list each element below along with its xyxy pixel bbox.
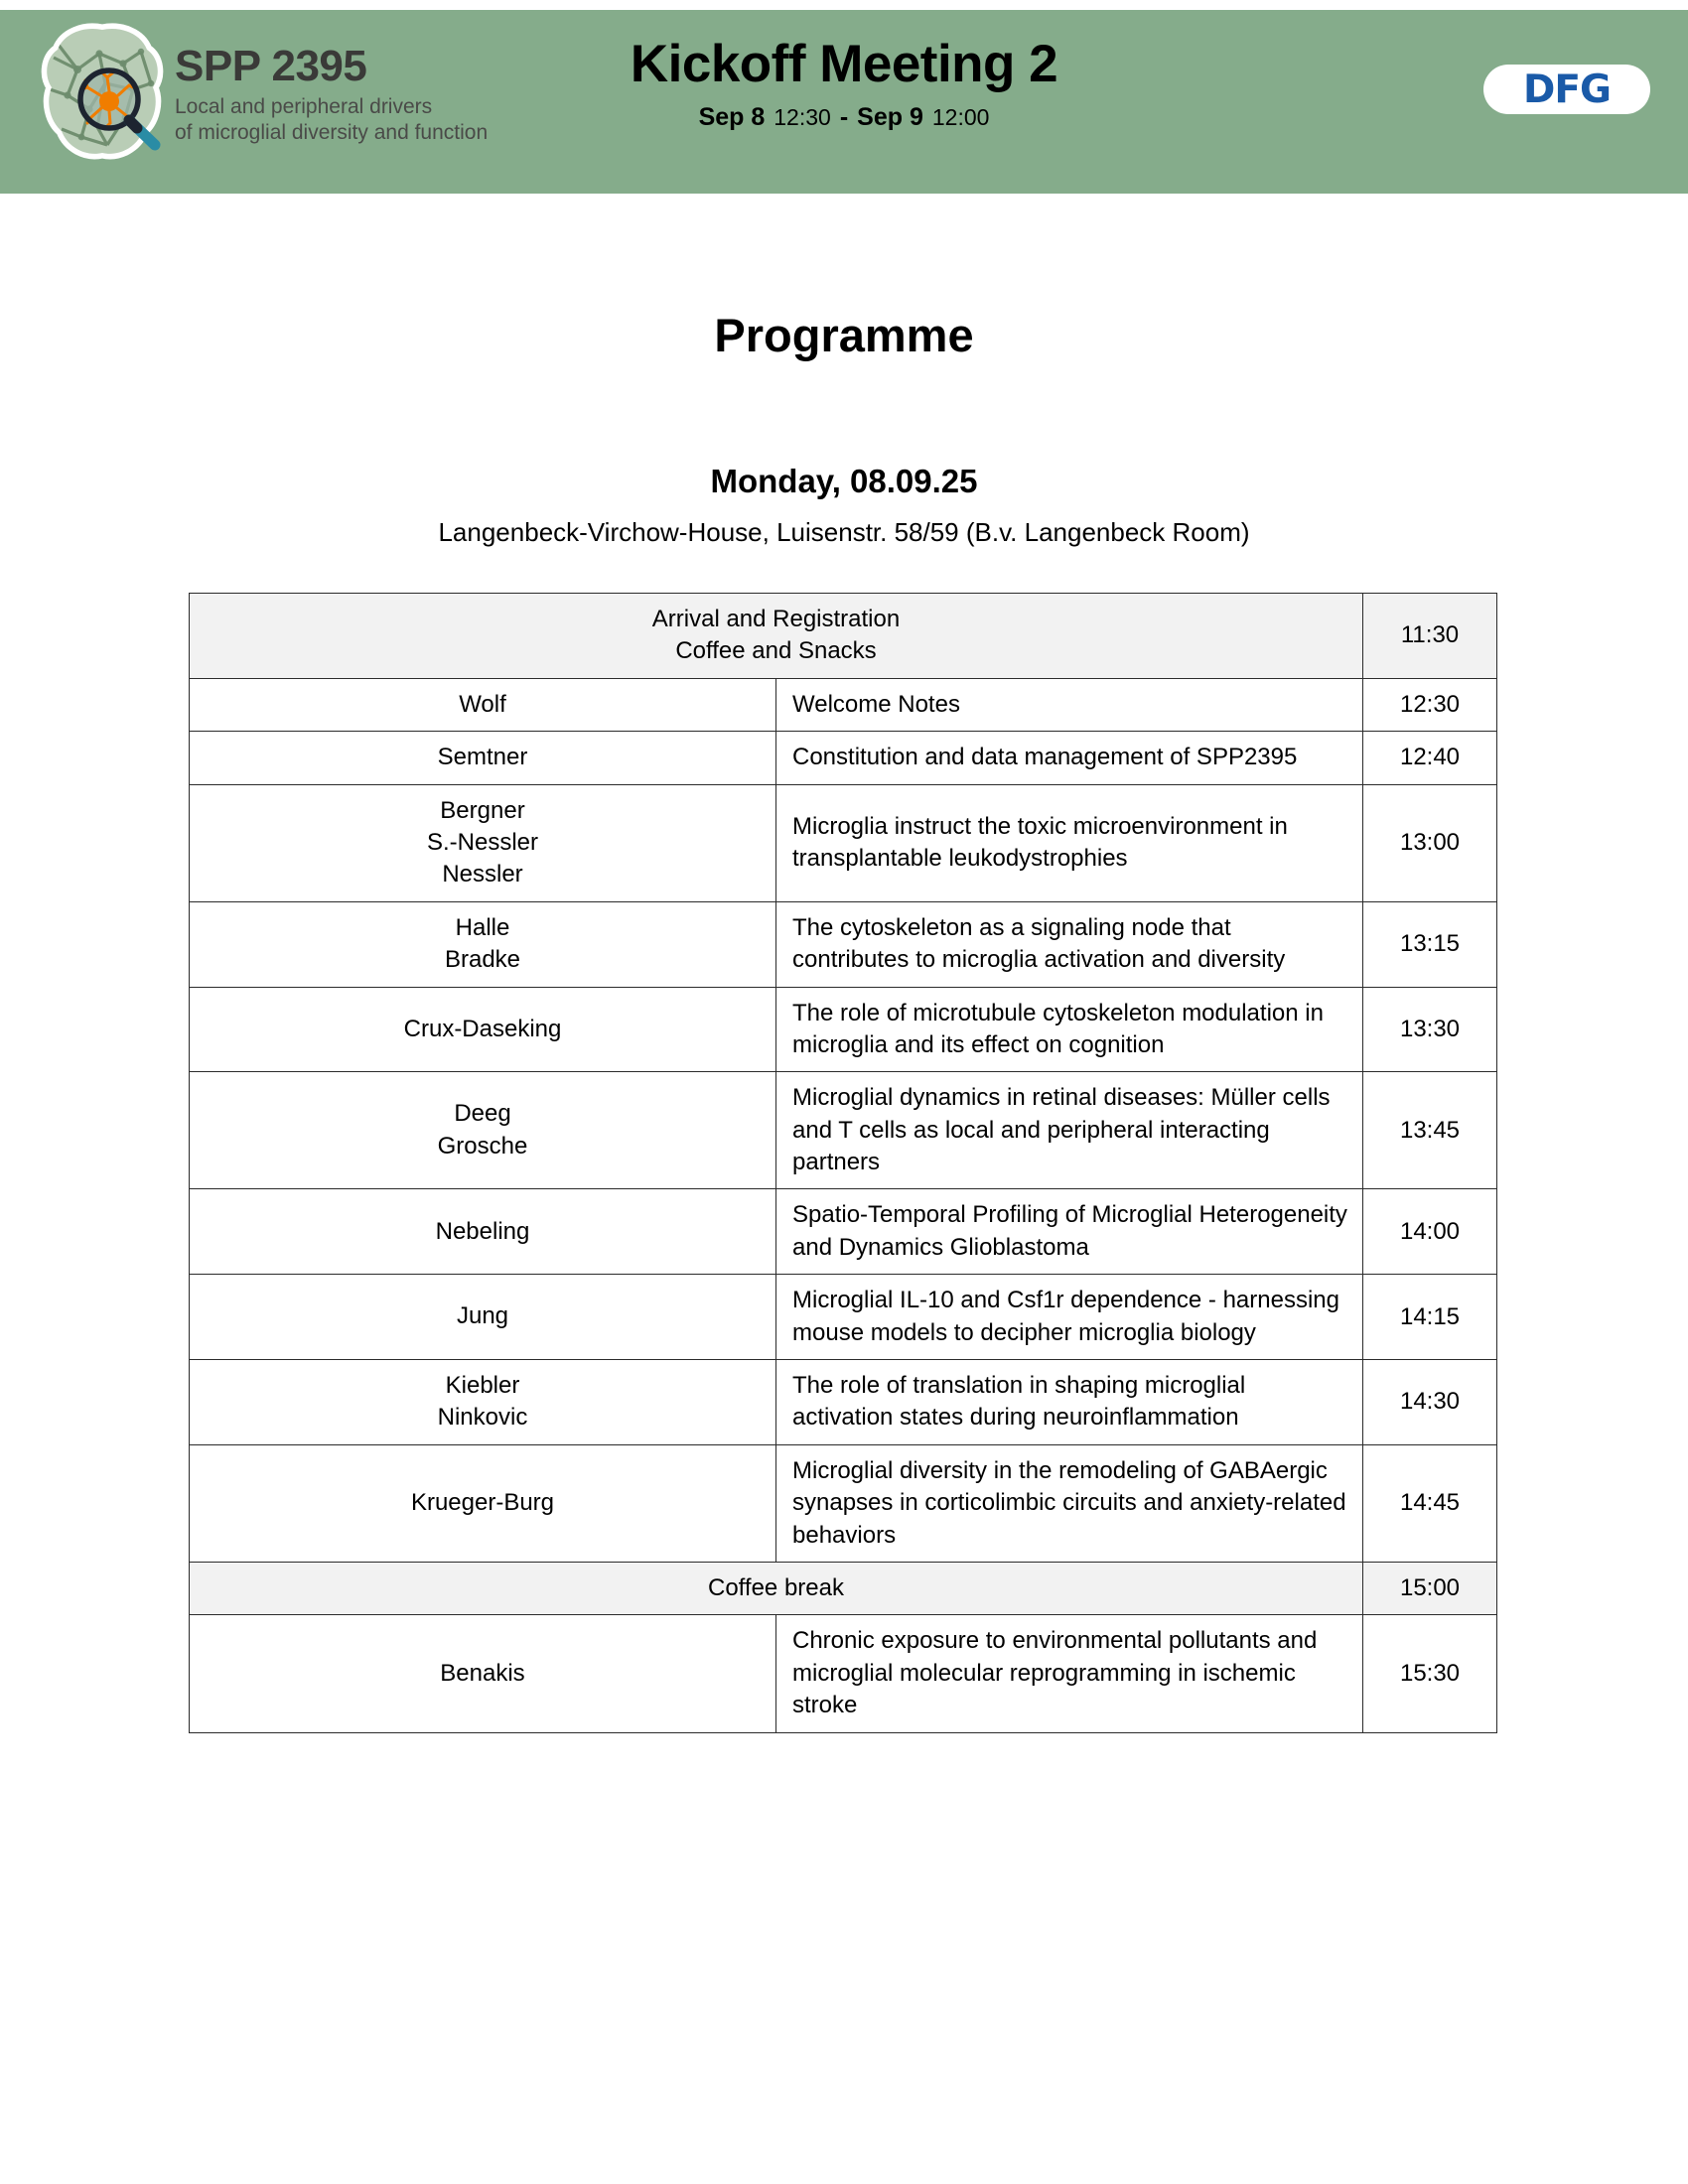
dfg-logo-text: DFG <box>1522 67 1612 112</box>
speaker-name: Nebeling <box>435 1217 530 1245</box>
table-row <box>190 784 1497 901</box>
speaker-name: Grosche <box>437 1132 528 1160</box>
table-row <box>190 1444 1497 1562</box>
table-row <box>190 732 1497 784</box>
time-cell: 15:00 <box>1363 1562 1497 1614</box>
speaker-name: Halle <box>455 913 510 941</box>
table-row <box>190 1615 1497 1732</box>
topic-cell: Microglial diversity in the remodeling of GABAergic synapses in corticolimbic circuits and anxiety-related behaviors <box>776 1444 1363 1562</box>
time-cell: 13:30 <box>1363 987 1497 1072</box>
speaker-name: Bergner <box>440 796 525 824</box>
header-banner <box>0 10 1688 194</box>
time-cell: 15:30 <box>1363 1615 1497 1732</box>
spp-logo-title: SPP 2395 <box>175 42 367 91</box>
topic-cell: Microglial dynamics in retinal diseases: Müller cells and T cells as local and peripheral interacting partners <box>776 1072 1363 1189</box>
speaker-name: Jung <box>456 1302 509 1330</box>
break-label <box>190 594 1363 679</box>
day-title: Monday, 08.09.25 <box>710 463 978 499</box>
time-cell: 12:30 <box>1363 678 1497 731</box>
break-label-line: Coffee and Snacks <box>675 637 877 665</box>
speaker-cell <box>190 1189 776 1275</box>
speaker-name: Krueger-Burg <box>410 1489 555 1517</box>
table-row <box>190 987 1497 1072</box>
speaker-cell <box>190 1360 776 1445</box>
spp-logo-text <box>175 40 488 145</box>
time-cell: 12:40 <box>1363 732 1497 784</box>
topic-cell: Welcome Notes <box>776 678 1363 731</box>
topic-cell: The role of microtubule cytoskeleton modulation in microglia and its effect on cognition <box>776 987 1363 1072</box>
spp-logo-subtitle-line2: of microglial diversity and function <box>175 120 489 144</box>
page-title: Programme <box>714 309 974 361</box>
speaker-name: Bradke <box>444 946 521 974</box>
table-row <box>190 678 1497 731</box>
speaker-cell <box>190 1275 776 1360</box>
break-label-line: Coffee break <box>708 1573 844 1601</box>
speaker-cell <box>190 1444 776 1562</box>
speaker-cell <box>190 784 776 901</box>
speaker-name: Nessler <box>442 861 523 888</box>
time-cell: 13:15 <box>1363 901 1497 987</box>
venue-line: Langenbeck-Virchow-House, Luisenstr. 58/59 (B.v. Langenbeck Room) <box>438 517 1250 547</box>
time-cell: 13:00 <box>1363 784 1497 901</box>
break-label-line: Arrival and Registration <box>651 606 901 632</box>
spp-logo-subtitle-line1: Local and peripheral drivers <box>175 95 433 119</box>
programme-table <box>189 593 1497 1733</box>
speaker-name: Wolf <box>459 690 506 718</box>
date-end-label: Sep 9 <box>857 103 923 132</box>
topic-cell: Microglia instruct the toxic microenvironment in transplantable leukodystrophies <box>776 784 1363 901</box>
time-cell: 14:00 <box>1363 1189 1497 1275</box>
date-start-label: Sep 8 <box>698 103 766 132</box>
speaker-name: Crux-Daseking <box>403 1015 562 1042</box>
speaker-name: Deeg <box>454 1100 511 1128</box>
time-cell: 13:45 <box>1363 1072 1497 1189</box>
table-row <box>190 594 1497 679</box>
dfg-logo <box>1483 65 1650 114</box>
programme-table-body <box>190 594 1497 1733</box>
time-cell: 14:45 <box>1363 1444 1497 1562</box>
topic-cell: The cytoskeleton as a signaling node that contributes to microglia activation and diversity <box>776 901 1363 987</box>
spp-logo-block <box>38 18 488 167</box>
speaker-cell <box>190 987 776 1072</box>
speaker-name: Benakis <box>440 1659 525 1687</box>
speaker-cell <box>190 1615 776 1732</box>
speaker-name: Semtner <box>437 744 528 771</box>
speaker-cell <box>190 901 776 987</box>
topic-cell: Chronic exposure to environmental pollutants and microglial molecular reprogramming in ischemic stroke <box>776 1615 1363 1732</box>
brain-magnifier-logo-icon <box>38 18 167 167</box>
table-row <box>190 1562 1497 1614</box>
time-cell: 14:15 <box>1363 1275 1497 1360</box>
topic-cell: Constitution and data management of SPP2395 <box>776 732 1363 784</box>
topic-cell: Microglial IL-10 and Csf1r dependence - harnessing mouse models to decipher microglia biology <box>776 1275 1363 1360</box>
speaker-cell <box>190 1072 776 1189</box>
speaker-cell <box>190 732 776 784</box>
date-start-time: 12:30 <box>774 104 831 131</box>
table-row <box>190 901 1497 987</box>
speaker-cell <box>190 678 776 731</box>
table-row <box>190 1072 1497 1189</box>
table-row <box>190 1189 1497 1275</box>
meeting-title: Kickoff Meeting 2 <box>630 35 1058 93</box>
time-cell: 14:30 <box>1363 1360 1497 1445</box>
time-cell: 11:30 <box>1363 594 1497 679</box>
speaker-name: S.-Nessler <box>426 828 539 856</box>
topic-cell: The role of translation in shaping microglial activation states during neuroinflammation <box>776 1360 1363 1445</box>
date-separator: - <box>839 103 849 132</box>
table-row <box>190 1360 1497 1445</box>
date-end-time: 12:00 <box>931 104 990 131</box>
speaker-name: Ninkovic <box>437 1404 528 1432</box>
break-label <box>190 1562 1363 1614</box>
table-row <box>190 1275 1497 1360</box>
speaker-name: Kiebler <box>445 1372 520 1400</box>
topic-cell: Spatio-Temporal Profiling of Microglial Heterogeneity and Dynamics Glioblastoma <box>776 1189 1363 1275</box>
